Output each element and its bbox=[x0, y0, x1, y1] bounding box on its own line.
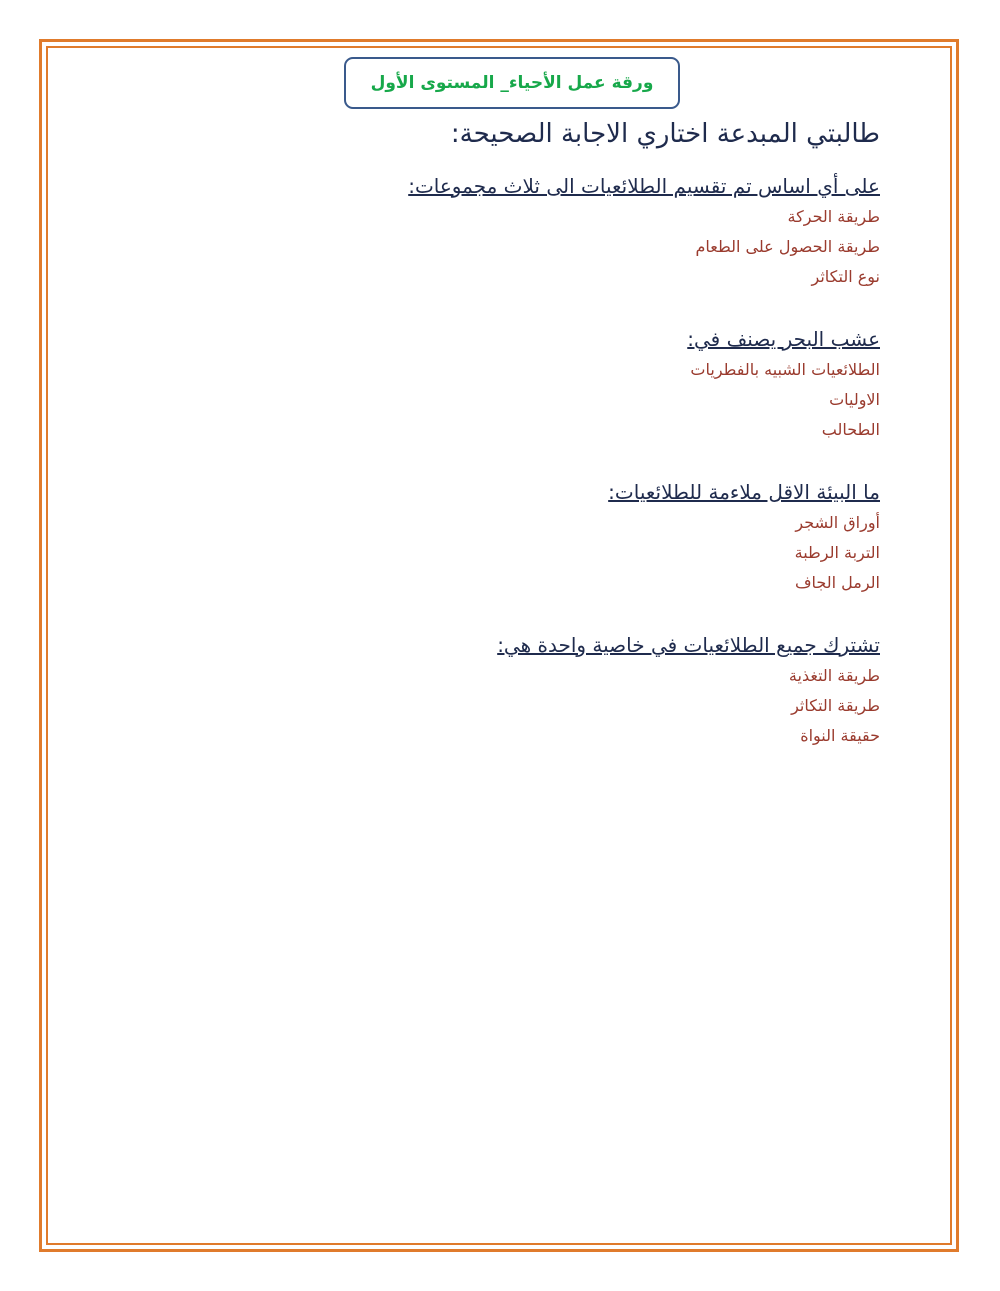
answer-option[interactable]: طريقة التكاثر bbox=[791, 696, 880, 715]
answer-option[interactable]: حقيقة النواة bbox=[800, 726, 880, 745]
question-text: عشب البحر يصنف في: bbox=[687, 327, 880, 351]
answer-option[interactable]: نوع التكاثر bbox=[811, 267, 880, 286]
worksheet-title: ورقة عمل الأحياء_ المستوى الأول bbox=[370, 73, 654, 93]
answer-option[interactable]: الطحالب bbox=[821, 420, 880, 439]
worksheet-content bbox=[180, 112, 880, 782]
question-block-3 bbox=[180, 476, 880, 598]
answer-option[interactable]: الطلائعيات الشبيه بالفطريات bbox=[690, 360, 880, 379]
question-text: تشترك جميع الطلائعيات في خاصية واحدة هي: bbox=[497, 633, 880, 657]
question-block-4 bbox=[180, 629, 880, 751]
answer-option[interactable]: أوراق الشجر bbox=[795, 513, 880, 532]
answer-option[interactable]: الرمل الجاف bbox=[794, 573, 880, 592]
answer-option[interactable]: طريقة الحركة bbox=[787, 207, 880, 226]
question-block-2 bbox=[180, 323, 880, 445]
answer-option[interactable]: التربة الرطبة bbox=[794, 543, 880, 562]
instructions-heading: طالبتي المبدعة اختاري الاجابة الصحيحة: bbox=[450, 119, 880, 149]
answer-option[interactable]: طريقة التغذية bbox=[788, 666, 880, 685]
question-block-1 bbox=[180, 170, 880, 292]
worksheet-title-box bbox=[344, 57, 680, 109]
answer-option[interactable]: الاوليات bbox=[829, 390, 880, 409]
answer-option[interactable]: طريقة الحصول على الطعام bbox=[695, 237, 880, 256]
question-text: ما البيئة الاقل ملاءمة للطلائعيات: bbox=[608, 480, 880, 504]
question-text: على أي اساس تم تقسيم الطلائعيات الى ثلاث مجموعات: bbox=[408, 174, 880, 198]
